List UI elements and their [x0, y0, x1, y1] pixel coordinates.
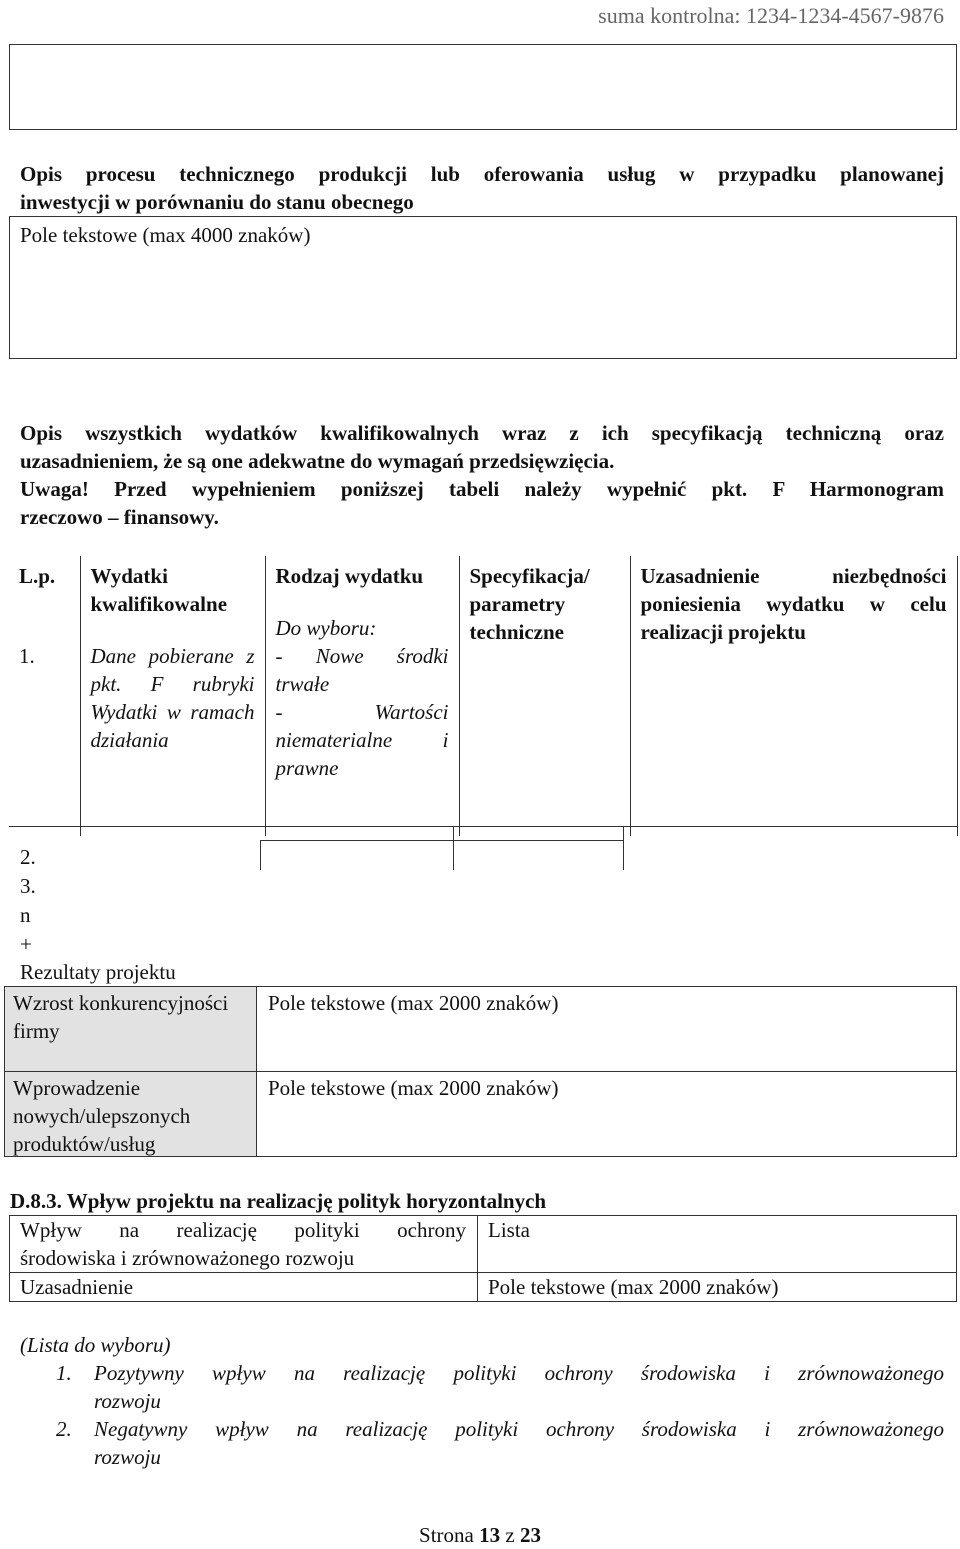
rodzaj-option-2: - Wartości niematerialne i prawne — [275, 700, 449, 780]
row1-lp: 1. — [19, 644, 35, 668]
expenses-warning-line1: Uwaga! Przed wypełnieniem poniższej tabeli należy wypełnić pkt. F Harmonogram — [20, 477, 944, 501]
list-item-number: 2. — [56, 1417, 72, 1441]
lp-cell — [9, 556, 80, 836]
list-item-text-cont: rozwoju — [94, 1389, 161, 1413]
row2-lp: 2. — [20, 845, 36, 869]
expenses-warning-line2: rzeczowo – finansowy. — [20, 505, 219, 529]
wydatki-cell — [80, 556, 265, 836]
list-item-number: 1. — [56, 1361, 72, 1385]
checksum-label: suma kontrolna: 1234-1234-4567-9876 — [598, 3, 944, 28]
col-wydatki-header: Wydatki kwalifikowalne — [90, 564, 228, 616]
spec-cell[interactable] — [459, 556, 630, 836]
results-label-1: Wzrost konkurencyjności firmy — [4, 986, 257, 1072]
horizontal-label-1-line1: Wpływ na realizację polityki ochrony — [20, 1218, 466, 1242]
horizontal-heading: D.8.3. Wpływ projektu na realizację polityk horyzontalnych — [10, 1189, 547, 1213]
row1-wydatki: Dane pobierane z pkt. F rubryki Wydatki w ramach działania — [90, 644, 255, 752]
process-text-field[interactable] — [9, 216, 957, 359]
process-title-line2: inwestycji w porównaniu do stanu obecnego — [20, 190, 414, 214]
table-row — [9, 556, 957, 836]
rown-lp: n — [20, 903, 31, 927]
rodzaj-cell[interactable] — [265, 556, 459, 836]
col-spec-header: Specyfikacja/ parametry techniczne — [469, 564, 590, 644]
list-note: (Lista do wyboru) — [20, 1333, 171, 1357]
process-title-line1: Opis procesu technicznego produkcji lub oferowania usług w przypadku planowanej — [20, 162, 944, 186]
expense-table — [9, 556, 958, 836]
rodzaj-option-label: Do wyboru: — [275, 616, 377, 640]
results-heading: Rezultaty projektu — [20, 960, 176, 984]
horizontal-label-2: Uzasadnienie — [20, 1275, 134, 1299]
expenses-desc-line2: uzasadnieniem, że są one adekwatne do wymagań przedsięwzięcia. — [20, 449, 615, 473]
page-total: 23 — [519, 1523, 541, 1547]
page-prefix: Strona — [419, 1523, 474, 1547]
col-lp-header: L.p. — [19, 564, 56, 588]
horizontal-select-1[interactable]: Lista — [488, 1218, 530, 1242]
page-sep: z — [505, 1523, 515, 1547]
list-item-text-cont: rozwoju — [94, 1445, 161, 1469]
list-item-text: Pozytywny wpływ na realizację polityki ochrony środowiska i zrównoważonego — [94, 1361, 944, 1385]
row3-lp: 3. — [20, 874, 36, 898]
page-current: 13 — [479, 1523, 501, 1547]
rodzaj-option-1: - Nowe środki trwałe — [275, 644, 449, 696]
expenses-desc-line1: Opis wszystkich wydatków kwalifikowalnych wraz z ich specyfikacją techniczną oraz — [20, 421, 944, 445]
process-placeholder: Pole tekstowe (max 4000 znaków) — [20, 223, 311, 247]
col-rodzaj-header: Rodzaj wydatku — [275, 564, 424, 588]
text-field-previous[interactable] — [9, 44, 957, 130]
horizontal-label-1-line2: środowiska i zrównoważonego rozwoju — [20, 1246, 355, 1270]
add-row-button[interactable]: + — [20, 932, 32, 956]
page-footer — [0, 1521, 960, 1549]
horizontal-field-2[interactable]: Pole tekstowe (max 2000 znaków) — [488, 1275, 779, 1299]
list-item-text: Negatywny wpływ na realizację polityki ochrony środowiska i zrównoważonego — [94, 1417, 944, 1441]
results-field-1[interactable]: Pole tekstowe (max 2000 znaków) — [256, 986, 957, 1072]
results-field-2[interactable]: Pole tekstowe (max 2000 znaków) — [256, 1071, 957, 1157]
col-uzas-header: Uzasadnienie niezbędności poniesienia wydatku w celu realizacji projektu — [640, 564, 947, 644]
uzas-cell[interactable] — [630, 556, 957, 836]
results-label-2: Wprowadzenie nowych/ulepszonych produktów/usług — [4, 1071, 257, 1157]
